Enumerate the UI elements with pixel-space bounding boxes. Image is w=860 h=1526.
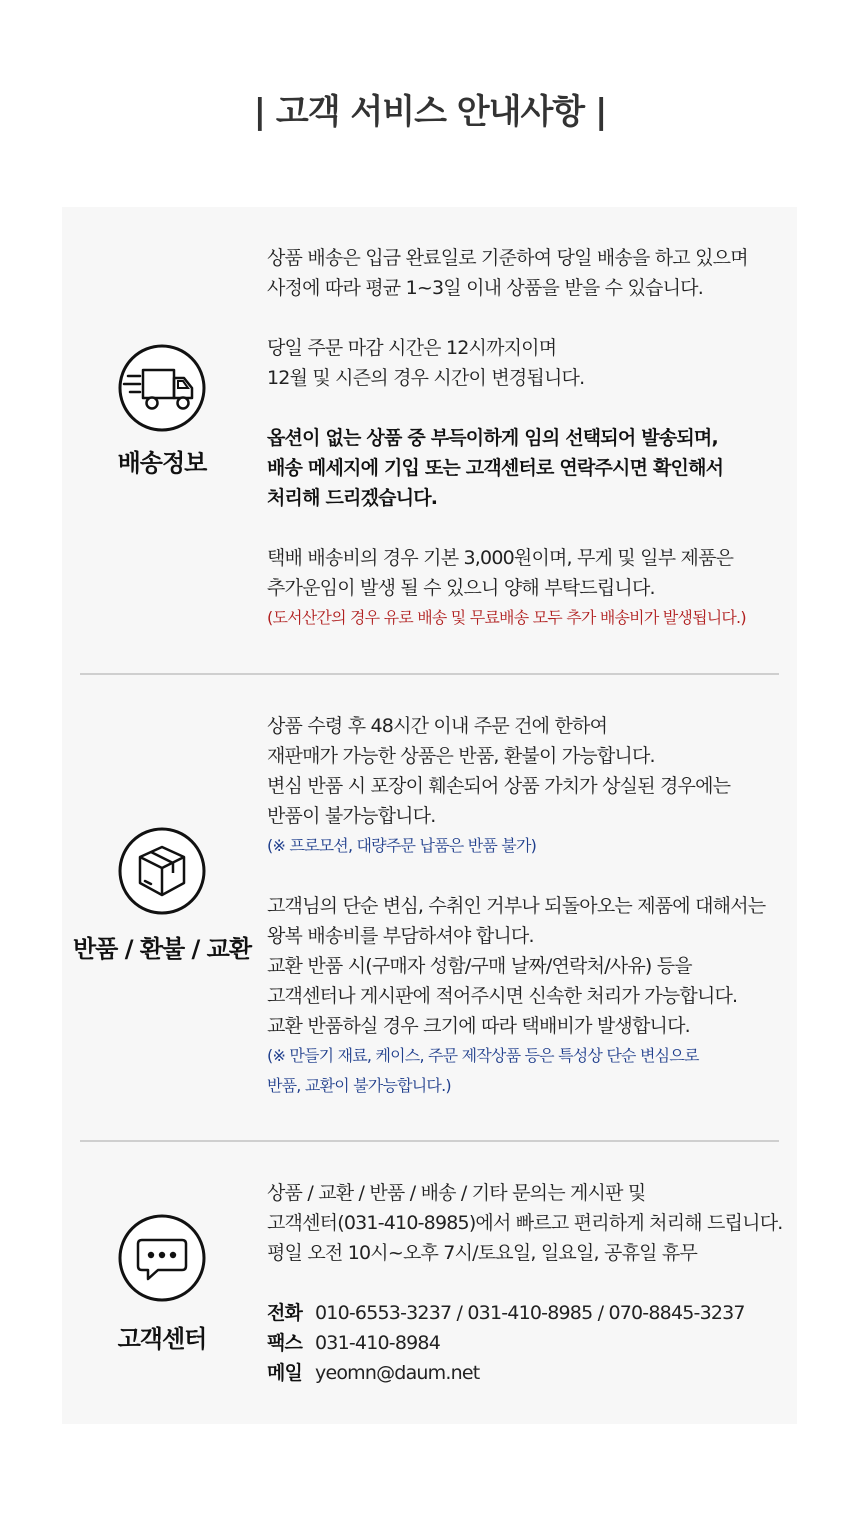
phone-value[interactable]: 010-6553-3237 / 031-410-8985 / 070-8845-3237	[315, 1302, 745, 1324]
fax-label: 팩스	[267, 1332, 303, 1354]
service-info-panel	[62, 207, 797, 1424]
chat-bubble-icon	[118, 1214, 206, 1302]
returns-text-line: 재판매가 가능한 상품은 반품, 환불이 가능합니다.	[267, 745, 655, 767]
shipping-text-line: 사정에 따라 평균 1~3일 이내 상품을 받을 수 있습니다.	[267, 277, 703, 299]
delivery-truck-icon	[118, 344, 206, 432]
mail-value[interactable]: yeomn@daum.net	[315, 1362, 480, 1384]
shipping-label: 배송정보	[117, 449, 207, 477]
mail-label: 메일	[267, 1362, 303, 1384]
shipping-text-line: 상품 배송은 입금 완료일로 기준하여 당일 배송을 하고 있으며	[267, 247, 748, 269]
returns-text-line: 반품이 불가능합니다.	[267, 805, 436, 827]
package-box-icon	[118, 827, 206, 915]
mail-row	[267, 1358, 787, 1388]
returns-blue-note: (※ 만들기 재료, 케이스, 주문 제작상품 등은 특성상 단순 변심으로	[267, 1046, 699, 1065]
fax-value: 031-410-8984	[315, 1332, 440, 1354]
fax-row	[267, 1328, 787, 1358]
support-text-line: 평일 오전 10시~오후 7시/토요일, 일요일, 공휴일 휴무	[267, 1242, 698, 1264]
returns-section	[62, 675, 797, 1140]
returns-text-line: 변심 반품 시 포장이 훼손되어 상품 가치가 상실된 경우에는	[267, 775, 731, 797]
shipping-text-line: 12월 및 시즌의 경우 시간이 변경됩니다.	[267, 367, 585, 389]
returns-text-line: 상품 수령 후 48시간 이내 주문 건에 한하여	[267, 715, 608, 737]
support-label: 고객센터	[117, 1325, 207, 1353]
returns-text-line: 왕복 배송비를 부담하셔야 합니다.	[267, 925, 534, 947]
support-text-line: 상품 / 교환 / 반품 / 배송 / 기타 문의는 게시판 및	[267, 1182, 646, 1204]
shipping-text-line: 추가운임이 발생 될 수 있으니 양해 부탁드립니다.	[267, 577, 655, 599]
support-section	[62, 1142, 797, 1424]
shipping-section	[62, 207, 797, 673]
returns-blue-note: 반품, 교환이 불가능합니다.)	[267, 1076, 451, 1095]
shipping-bold-line: 처리해 드리겠습니다.	[267, 487, 438, 509]
returns-text-line: 교환 반품하실 경우 크기에 따라 택배비가 발생합니다.	[267, 1015, 690, 1037]
returns-blue-note: (※ 프로모션, 대량주문 납품은 반품 불가)	[267, 836, 537, 855]
shipping-text-line: 당일 주문 마감 시간은 12시까지이며	[267, 337, 557, 359]
shipping-text-line: 택배 배송비의 경우 기본 3,000원이며, 무게 및 일부 제품은	[267, 547, 734, 569]
support-content	[267, 1178, 787, 1388]
returns-text-line: 고객님의 단순 변심, 수취인 거부나 되돌아오는 제품에 대해서는	[267, 895, 766, 917]
returns-text-line: 고객센터나 게시판에 적어주시면 신속한 처리가 가능합니다.	[267, 985, 738, 1007]
returns-text-line: 교환 반품 시(구매자 성함/구매 날짜/연락처/사유) 등을	[267, 955, 692, 977]
shipping-red-note: (도서산간의 경우 유로 배송 및 무료배송 모두 추가 배송비가 발생됩니다.)	[267, 608, 746, 627]
page-title: | 고객 서비스 안내사항 |	[253, 92, 607, 132]
phone-row	[267, 1298, 787, 1328]
support-text-line: 고객센터(031-410-8985)에서 빠르고 편리하게 처리해 드립니다.	[267, 1212, 783, 1234]
returns-label: 반품 / 환불 / 교환	[72, 935, 252, 963]
phone-label: 전화	[267, 1302, 303, 1324]
shipping-content	[267, 243, 787, 633]
returns-content	[267, 711, 787, 1101]
shipping-bold-line: 옵션이 없는 상품 중 부득이하게 임의 선택되어 발송되며,	[267, 427, 718, 449]
shipping-bold-line: 배송 메세지에 기입 또는 고객센터로 연락주시면 확인해서	[267, 457, 724, 479]
